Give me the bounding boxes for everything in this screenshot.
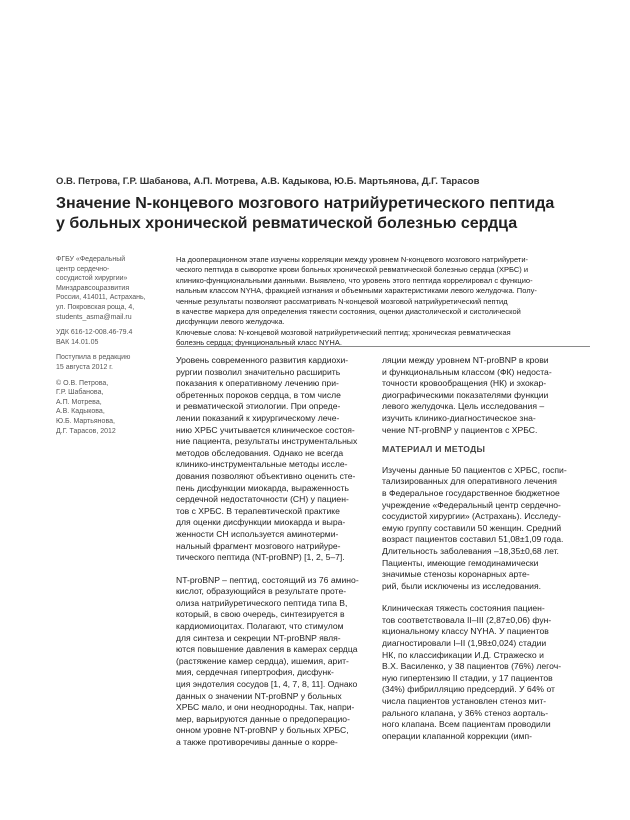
text-line: который, в свою очередь, синтезируется в: [176, 609, 345, 620]
body-column-left: [176, 355, 376, 749]
vak-code: ВАК 14.01.05: [56, 338, 99, 346]
text-line: ются повышение давления в камерах сердца: [176, 644, 358, 655]
text-line: возраст пациентов составил 51,08±1,09 года.: [382, 534, 564, 545]
text-line: рального клапана, у 36% стеноз аорталь-: [382, 707, 549, 718]
text-line: сосудистой хирургии» (Астрахань). Исследу-: [382, 511, 561, 522]
paragraph-nt-probnp: [176, 575, 376, 749]
text-line: (растяжение камер сердца), ишемия, арит-: [176, 655, 349, 666]
text-line: Пациенты, имеющие гемодинамически: [382, 557, 539, 568]
article-sidebar: [56, 255, 160, 436]
text-line: в Федеральное государственное бюджетное: [382, 487, 560, 498]
text-line: кциональному классу NYHA. У пациентов: [382, 626, 549, 637]
text-line: кислот, образующийся в результате проте-: [176, 586, 347, 597]
text-line: сердечной недостаточности (СН) у пациен-: [176, 494, 349, 505]
text-line: методов обследования. Однако не всегда: [176, 447, 344, 458]
text-line: а также противоречивы данные о корре-: [176, 737, 338, 747]
abstract-line: дисфункции левого желудочка.: [176, 317, 285, 327]
text-line: рий, были исключены из исследования.: [382, 580, 542, 591]
text-line: ляции между уровнем NT-proBNP в крови: [382, 355, 549, 365]
copyright-line: Ю.Б. Мартьянова,: [56, 417, 115, 425]
copyright-line: Д.Г. Тарасов, 2012: [56, 427, 116, 435]
title-line: Значение N-концевого мозгового натрийуретического пептида: [56, 195, 555, 212]
affiliation-line: ул. Покровская роща, 4,: [56, 303, 135, 311]
article-title: [56, 194, 586, 234]
text-line: олиза натрийуретического пептида типа B,: [176, 597, 348, 608]
text-line: для синтеза и секреции NT-proBNP явля-: [176, 632, 341, 643]
received-line: Поступила в редакцию: [56, 354, 131, 362]
text-line: онном уровне NT-proBNP у больных ХРБС,: [176, 725, 349, 736]
paragraph-patients: [382, 465, 582, 593]
keywords-line: болезнь сердца; функциональный класс NYHA.: [176, 338, 342, 348]
text-line: обретенных пороков сердца, в том числе: [176, 389, 341, 400]
text-line: изучить клинико-диагностическое зна-: [382, 412, 536, 423]
text-line: лении показаний к хирургическому лече-: [176, 412, 340, 423]
abstract-line: в качестве маркера для определения тяжести состояния, оценки диастолической и систолической: [176, 307, 521, 317]
text-line: тов с ХРБС. В терапевтической практике: [176, 505, 340, 516]
text-line: нию ХРБС учитывается клиническое состоя-: [176, 424, 355, 435]
text-line: ную гипертензию II стадии, у 17 пациентов: [382, 672, 553, 683]
text-line: и функциональным классом (ФК) недоста-: [382, 366, 552, 377]
affiliation-line: Минздравсоцразвития: [56, 284, 130, 292]
text-line: мия, сердечная гипертрофия, дисфунк-: [176, 667, 334, 678]
text-line: женности СН используется аминотерми-: [176, 528, 339, 539]
abstract: [176, 255, 588, 349]
text-line: ХРБС мало, и они неоднородны. Так, напри-: [176, 702, 355, 713]
paragraph-introduction: [176, 355, 376, 564]
text-line: и ревматической этиологии. При опреде-: [176, 401, 341, 412]
text-line: рургии позволил значительно расширить: [176, 366, 341, 377]
text-line: (34%) фибрилляцию предсердий. У 64% от: [382, 684, 555, 695]
affiliation: [56, 255, 160, 322]
text-line: ного клапана. Всем пациентам проводили: [382, 719, 551, 730]
text-line: тализированных для оперативного лечения: [382, 476, 557, 487]
text-line: тов соответствовала II–III (2,87±0,06) фун-: [382, 614, 552, 625]
text-line: точности кровообращения (НК) и эхокар-: [382, 378, 547, 389]
received-line: 15 августа 2012 г.: [56, 363, 113, 371]
affiliation-line: ФГБУ «Федеральный: [56, 256, 126, 263]
abstract-line: клинико-функциональными данными. Выявлено, что уровень этого пептида коррелировал с функцио-: [176, 275, 533, 285]
received-date: [56, 353, 160, 372]
text-line: ция эндотелия сосудов [1, 4, 7, 8, 11]. Однако: [176, 679, 358, 690]
text-line: Изучены данные 50 пациентов с ХРБС, госпи-: [382, 464, 567, 475]
text-line: ние пациента, результаты инструментальных: [176, 436, 358, 447]
affiliation-line: центр сердечно-: [56, 265, 110, 273]
copyright-line: А.В. Кадыкова,: [56, 408, 105, 416]
text-line: дования позволяют объективно оценить сте-: [176, 470, 356, 481]
text-line: левого желудочка. Цель исследования –: [382, 401, 545, 412]
paragraph-clinical: [382, 603, 582, 742]
abstract-line: ческого пептида в сыворотке крови больных хронической ревматической болезнью сердца (ХРБС) и: [176, 265, 529, 275]
text-line: мер, варьируются данные о предоперацио-: [176, 713, 350, 724]
abstract-divider: [176, 346, 590, 347]
text-line: нальный фрагмент мозгового натрийуре-: [176, 540, 341, 551]
text-line: НК, по классификации И.Д. Стражеско и: [382, 649, 544, 660]
authors-line: О.В. Петрова, Г.Р. Шабанова, А.П. Мотрева, А.В. Кадыкова, Ю.Б. Мартьянова, Д.Г. Тарасов: [56, 176, 480, 187]
text-line: клинико-инструментальные методы иссле-: [176, 459, 348, 470]
text-line: значимые стенозы коронарных арте-: [382, 569, 530, 580]
text-line: чение NT-proBNP у пациентов с ХРБС.: [382, 424, 538, 435]
text-line: диографическими показателями функции: [382, 389, 549, 400]
abstract-line: нальным классом NYHA, фракцией изгнания и объемными характеристиками левого желудочка. Полу-: [176, 286, 537, 296]
text-line: операции клапанной коррекции (имп-: [382, 730, 532, 741]
title-line: у больных хронической ревматической болезнью сердца: [56, 215, 518, 232]
text-line: Длительность заболевания –18,35±0,68 лет.: [382, 545, 559, 556]
copyright-line: А.П. Мотрева,: [56, 398, 102, 406]
text-line: Уровень современного развития кардиохи-: [176, 355, 349, 365]
affiliation-line: сосудистой хирургии»: [56, 275, 128, 283]
text-line: емую группу составили 50 женщин. Средний: [382, 522, 562, 533]
section-heading-methods: МАТЕРИАЛ И МЕТОДЫ: [382, 444, 486, 455]
email-link[interactable]: students_asma@mail.ru: [56, 313, 132, 321]
copyright-line: © О.В. Петрова,: [56, 379, 109, 387]
text-line: учреждение «Федеральный центр сердечно-: [382, 499, 561, 510]
abstract-line: ченные результаты позволяют рассматривать N-концевой мозговой натрийуретический пептид: [176, 296, 508, 306]
text-line: кардиомиоцитах. Полагают, что стимулом: [176, 621, 344, 632]
copyright-line: Г.Р. Шабанова,: [56, 389, 104, 397]
udc-code: УДК 616-12-008.46-79.4: [56, 329, 133, 337]
text-line: диагностировали I–II (1,98±0,024) стадии: [382, 638, 547, 649]
abstract-line: На дооперационном этапе изучены корреляции между уровнем N-концевого мозгового натрийурети-: [176, 255, 529, 264]
text-line: В.Х. Василенко, у 38 пациентов (76%) легоч-: [382, 661, 562, 672]
paragraph-aim: [382, 355, 582, 436]
text-line: для оценки дисфункции миокарда и выра-: [176, 517, 346, 528]
text-line: показания к оперативному лечению при-: [176, 378, 339, 389]
body-column-right: [382, 355, 582, 742]
affiliation-line: России, 414011, Астрахань,: [56, 294, 146, 302]
text-line: числа пациентов установлен стеноз мит-: [382, 696, 547, 707]
text-line: Клиническая тяжесть состояния пациен-: [382, 603, 545, 614]
text-line: NT-proBNP – пептид, состоящий из 76 амино-: [176, 574, 359, 585]
text-line: пень дисфункции миокарда, выраженность: [176, 482, 350, 493]
classification-codes: [56, 328, 160, 347]
copyright-block: [56, 379, 160, 437]
text-line: тического пептида (NT-proBNP) [1, 2, 5–7].: [176, 552, 345, 563]
text-line: данных о значении NT-proBNP у больных: [176, 690, 342, 701]
keywords-line: Ключевые слова: N-концевой мозговой натрийуретический пептид; хроническая ревматическая: [176, 327, 511, 337]
